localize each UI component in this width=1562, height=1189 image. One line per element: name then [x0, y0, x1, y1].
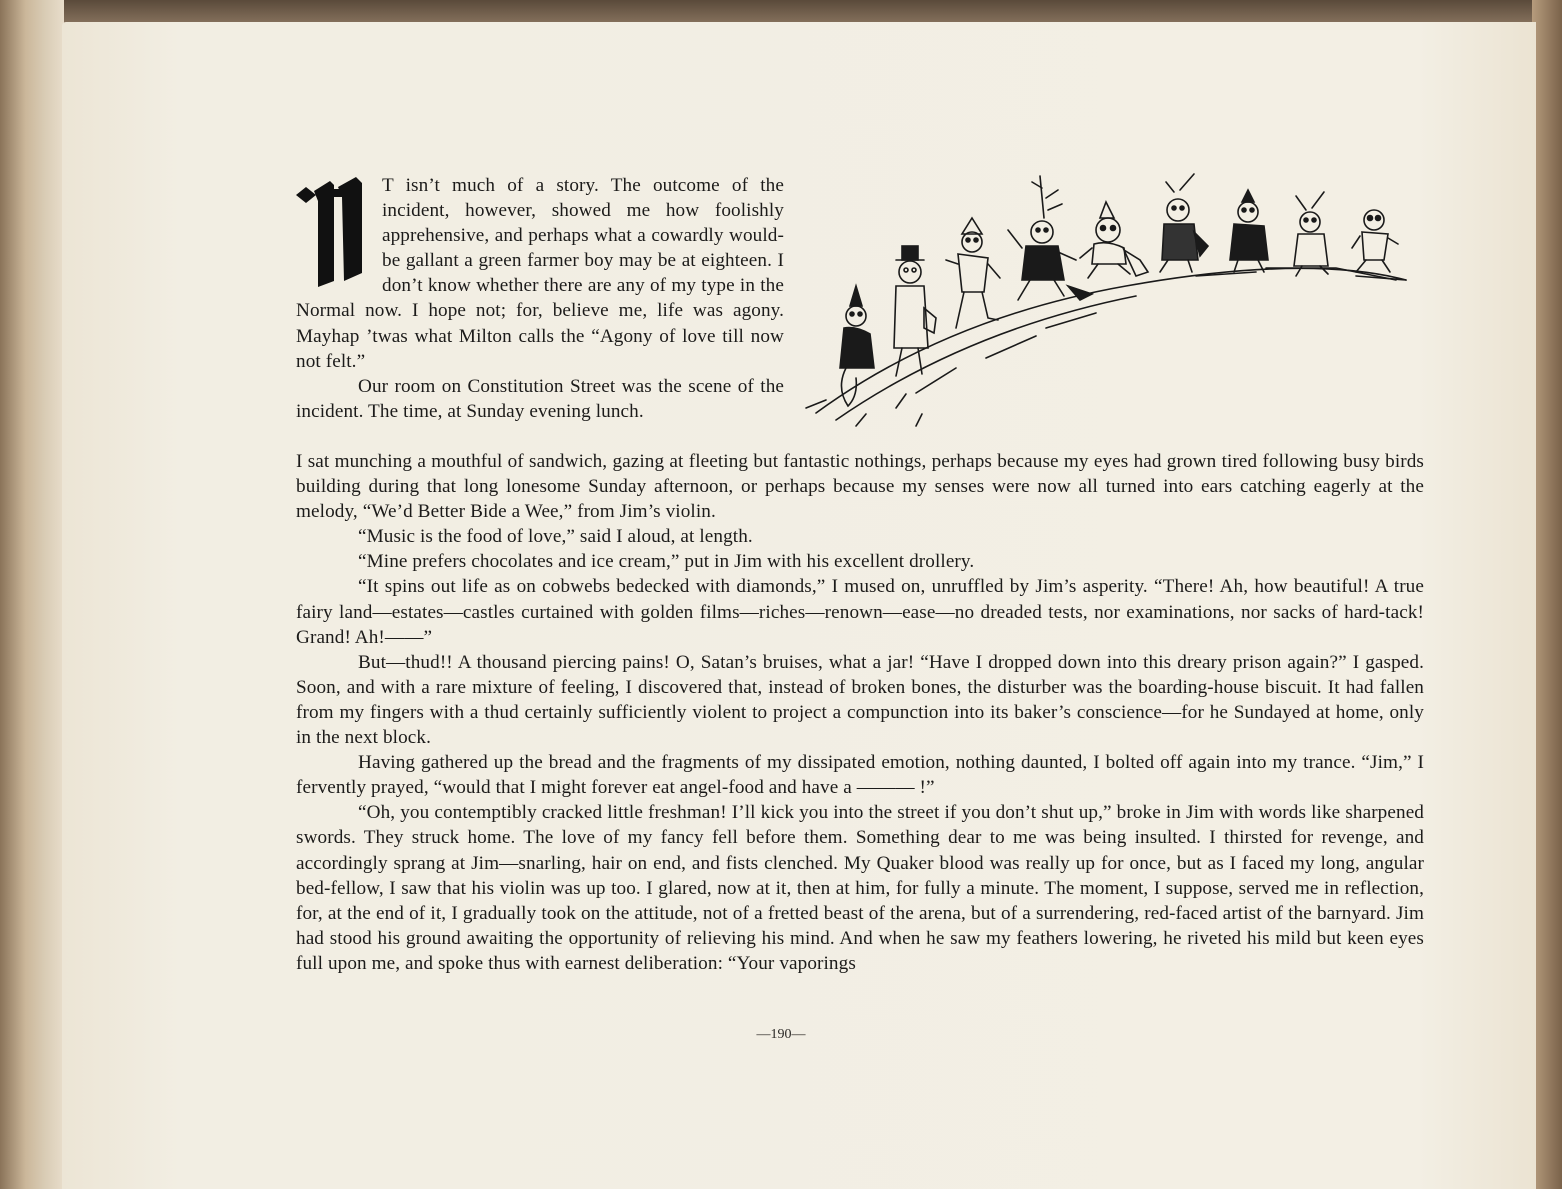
figure-9: [1352, 210, 1398, 272]
figure-3: [946, 218, 1000, 328]
paragraph-thud: But—thud!! A thousand piercing pains! O, Satan’s bruises, what a jar! “Have I dropped down into this dreary prison again?” I gasped. Soon, and with a rare mixture of feeling, I discovered that, instead of broken bones, the disturber was the boarding-house biscuit. It had fallen from my fingers with a thud certainly sufficiently violent to project a compunction into its baker’s conscience—for he Sundayed at home, only in the next block.: [296, 651, 1424, 749]
page-number: —190—: [756, 1027, 806, 1042]
paragraph-chocolates: “Mine prefers chocolates and ice cream,” put in Jim with his excellent drollery.: [358, 551, 975, 573]
figure-4: [1008, 176, 1092, 300]
top-left-column: [296, 173, 784, 424]
figure-6: [1160, 174, 1208, 272]
paragraph-intro: T isn’t much of a story. The outcome of the incident, however, showed me how foolishly apprehensive, and perhaps what a cowardly would-be gallant a green farmer boy may be at eighteen. I don’t know whether there are any of my type in the Normal now. I hope not; for, believe me, life was agony. Mayhap ’twas what Milton calls the “Agony of love till now not felt.”: [296, 175, 784, 372]
book-right-edge: [1532, 0, 1562, 1189]
paragraph-trance: Having gathered up the bread and the fragments of my dissipated emotion, nothing daunted, I bolted off again into my trance. “Jim,” I fervently prayed, “would that I might forever eat angel-food and have a ——— !”: [296, 752, 1424, 799]
paragraph-cobwebs: “It spins out life as on cobwebs bedecked with diamonds,” I mused on, unruffled by Jim’s asperity. “There! Ah, how beautiful! A true fairy land—estates—castles curtained with golden films—riches—renown—ease—no dreaded tests, nor examinations, nor sacks of hard-tack! Grand! Ah!——”: [296, 576, 1424, 648]
main-body: [296, 449, 1424, 976]
paragraph-music: “Music is the food of love,” said I aloud, at length.: [358, 526, 753, 548]
paragraph-scene: Our room on Constitution Street was the scene of the incident. The time, at Sunday evening lunch.: [296, 375, 784, 422]
dropcap-letter-i: [296, 177, 368, 295]
procession-illustration: [796, 168, 1436, 448]
paragraph-freshman: “Oh, you contemptibly cracked little freshman! I’ll kick you into the street if you don’t shut up,” broke in Jim with words like sharpened swords. They struck home. The love of my fancy fell before them. Something dear to me was being insulted. I thirsted for revenge, and accordingly sprang at Jim—snarling, hair on end, and fists clenched. My Quaker blood was really up for once, but as I faced my long, angular bed-fellow, I saw that his violin was up too. I glared, now at it, then at him, for fully a minute. The moment, I suppose, served me in reflection, for, at the end of it, I gradually took on the attitude, not of a fretted beast of the arena, but of a surrendering, red-faced artist of the barnyard. Jim had stood his ground awaiting the opportunity of relieving his mind. And when he saw my feathers lowering, he riveted his mild but keen eyes full upon me, and spoke thus with earnest deliberation: “Your vaporings: [296, 802, 1424, 974]
figure-2: [894, 246, 936, 376]
book-left-edge: [0, 0, 64, 1189]
figure-5: [1080, 202, 1148, 278]
paragraph-munching: I sat munching a mouthful of sandwich, gazing at fleeting but fantastic nothings, perhaps because my eyes had grown tired following busy birds building during that long lonesome Sunday afternoon, or perhaps because my senses were now all turned into ears catching eagerly at the melody, “We’d Better Bide a Wee,” from Jim’s violin.: [296, 451, 1424, 523]
figure-1: [840, 286, 874, 406]
figure-8: [1294, 192, 1328, 276]
figure-7: [1230, 190, 1268, 272]
